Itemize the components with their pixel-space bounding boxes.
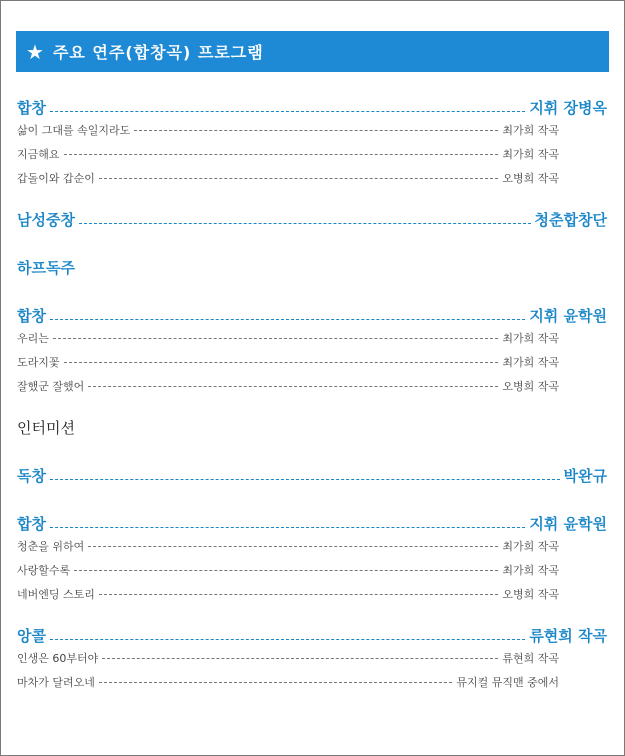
intermission-heading [17, 412, 607, 438]
section-heading [17, 300, 607, 326]
item-credit: 최가희 작곡 [502, 356, 559, 369]
program-item [17, 166, 607, 190]
item-credit: 최가희 작곡 [502, 564, 559, 577]
program-item [17, 646, 607, 670]
section-title: 합창 [17, 307, 46, 325]
program-item [17, 558, 607, 582]
section-heading [17, 252, 607, 278]
program-item [17, 118, 607, 142]
leader-dots [50, 639, 525, 640]
banner-title: 주요 연주(합창곡) 프로그램 [52, 43, 264, 62]
leader-dots [99, 178, 498, 179]
item-title: 사랑할수록 [17, 564, 71, 577]
leader-dots [50, 479, 560, 480]
leader-dots [53, 338, 498, 339]
program-item [17, 374, 607, 398]
program-item [17, 670, 607, 694]
item-credit: 오병희 작곡 [502, 172, 559, 185]
program-list [17, 92, 607, 694]
section-heading [17, 620, 607, 646]
program-item [17, 326, 607, 350]
program-banner [16, 31, 609, 72]
program-item [17, 582, 607, 606]
section-performer: 박완규 [563, 467, 607, 485]
section-title: 합창 [17, 515, 46, 533]
item-title: 지금해요 [17, 148, 60, 161]
leader-dots [88, 386, 498, 387]
program-item [17, 534, 607, 558]
item-credit: 류현희 작곡 [502, 652, 559, 665]
leader-dots [50, 111, 525, 112]
section-performer: 지휘 장병옥 [529, 99, 607, 117]
section-title: 합창 [17, 99, 46, 117]
item-credit: 최가희 작곡 [502, 124, 559, 137]
section-performer: 청춘합창단 [534, 211, 607, 229]
leader-dots [50, 319, 525, 320]
section-heading [17, 92, 607, 118]
item-title: 인생은 60부터야 [17, 652, 99, 665]
leader-dots [134, 130, 498, 131]
section-title: 독창 [17, 467, 46, 485]
item-title: 네버엔딩 스토리 [17, 588, 95, 601]
item-title: 도라지꽃 [17, 356, 60, 369]
section-title: 하프독주 [17, 259, 75, 277]
leader-dots [74, 570, 498, 571]
leader-dots [64, 154, 499, 155]
leader-dots [99, 682, 452, 683]
item-credit: 뮤지컬 뮤직맨 중에서 [456, 676, 559, 689]
leader-dots [88, 546, 498, 547]
item-credit: 오병희 작곡 [502, 380, 559, 393]
program-item [17, 142, 607, 166]
leader-dots [64, 362, 499, 363]
leader-dots [79, 223, 531, 224]
item-credit: 최가희 작곡 [502, 540, 559, 553]
section-title: 인터미션 [17, 419, 75, 437]
item-credit: 최가희 작곡 [502, 148, 559, 161]
section-performer: 지휘 윤학원 [529, 515, 607, 533]
item-title: 청춘을 위하여 [17, 540, 85, 553]
item-title: 갑돌이와 갑순이 [17, 172, 95, 185]
item-title: 마차가 달려오네 [17, 676, 95, 689]
section-heading [17, 460, 607, 486]
section-performer: 지휘 윤학원 [529, 307, 607, 325]
item-credit: 최가희 작곡 [502, 332, 559, 345]
star-icon: ★ [26, 39, 44, 64]
item-title: 삶이 그대를 속일지라도 [17, 124, 131, 137]
leader-dots [102, 658, 498, 659]
item-title: 우리는 [17, 332, 49, 345]
program-item [17, 350, 607, 374]
item-title: 잘했군 잘했어 [17, 380, 85, 393]
section-title: 남성중창 [17, 211, 75, 229]
leader-dots [99, 594, 498, 595]
leader-dots [50, 527, 525, 528]
item-credit: 오병희 작곡 [502, 588, 559, 601]
section-title: 앙콜 [17, 627, 46, 645]
section-heading [17, 204, 607, 230]
section-performer: 류현희 작곡 [529, 627, 607, 645]
section-heading [17, 508, 607, 534]
